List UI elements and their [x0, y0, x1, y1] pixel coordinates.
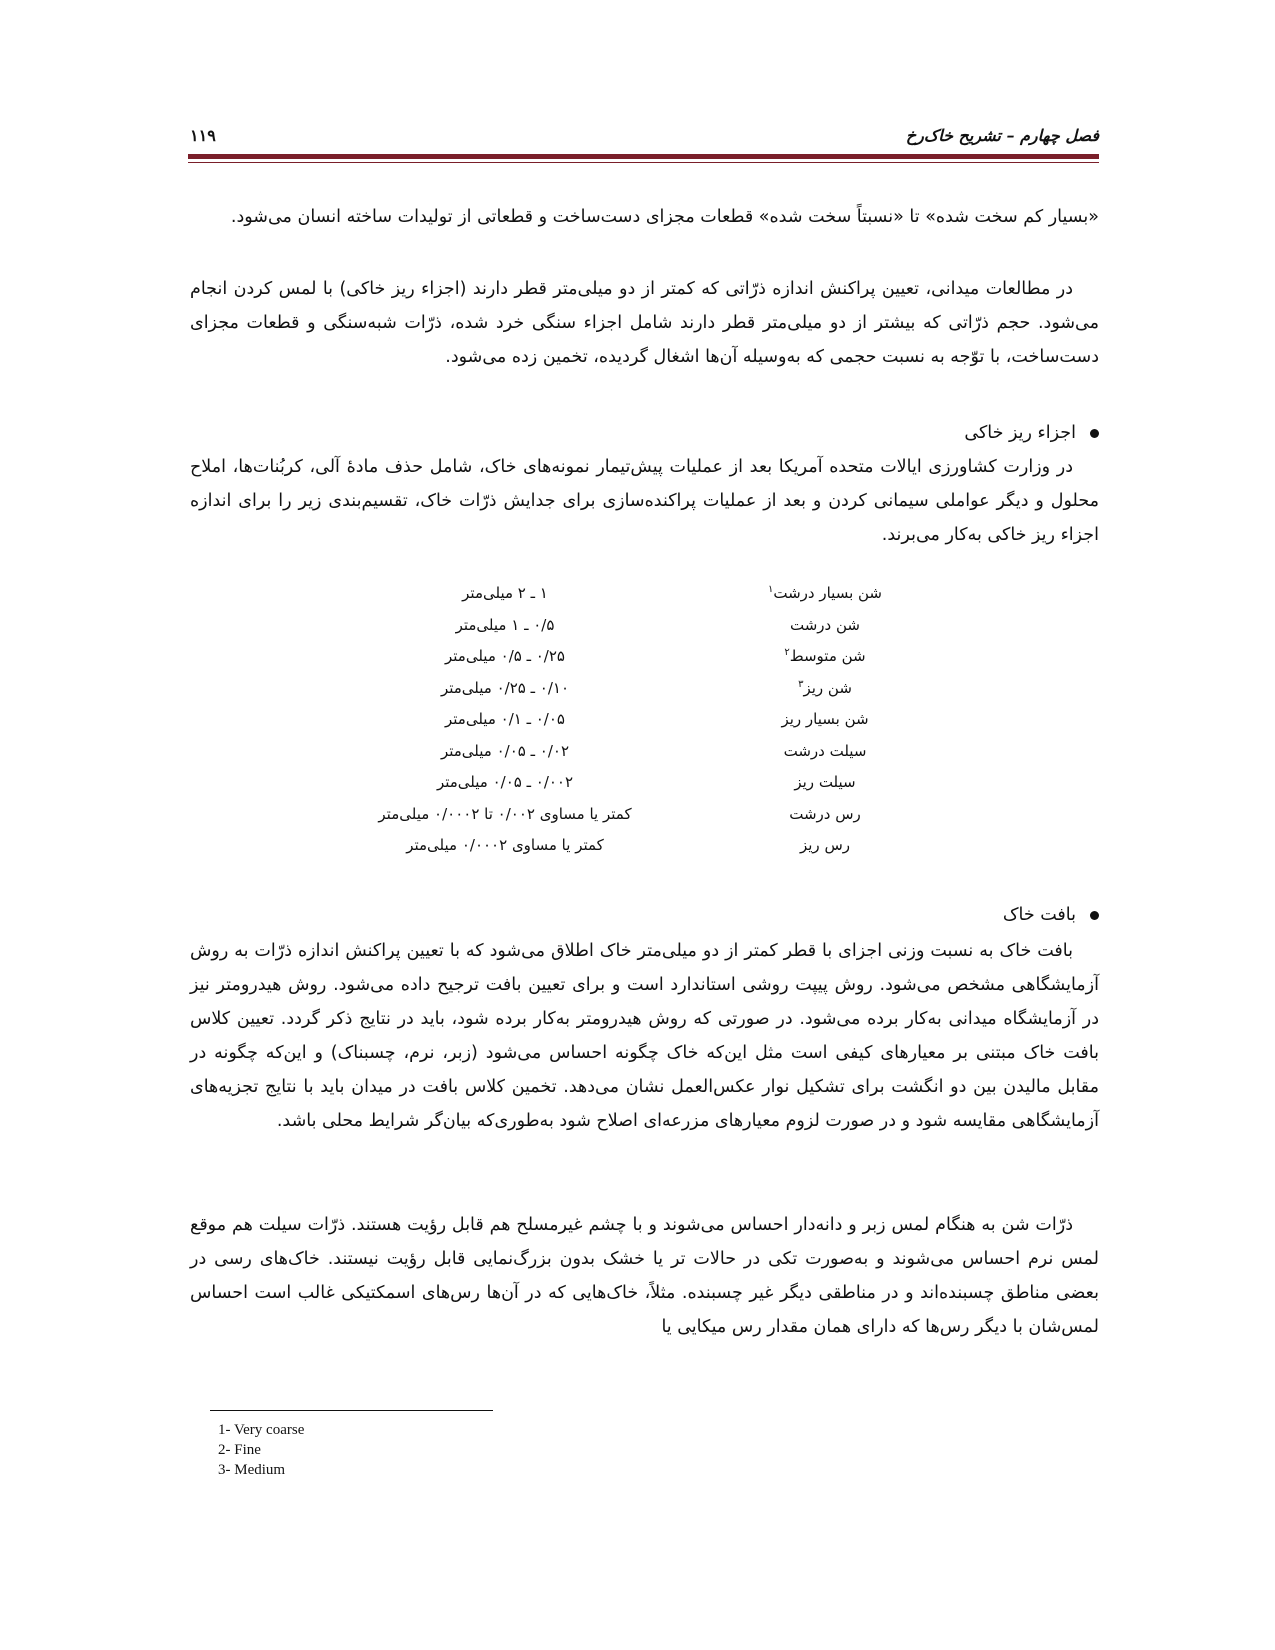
paragraph-1: «بسیار کم سخت شده» تا «نسبتاً سخت شده» قطعات مجزای دست‌ساخت و قطعاتی از تولیدات ساخته انسان می‌شود.: [230, 207, 1099, 227]
table-row: [340, 675, 900, 707]
bullet-soil-texture-label: بافت خاک: [1002, 905, 1076, 925]
size-class-name: شن بسیار ریز: [781, 710, 869, 728]
running-header: [190, 126, 1099, 156]
bullet-dot-icon: [1090, 911, 1099, 920]
size-range: کمتر یا مساوی ۰/۰۰۰۲ میلی‌متر: [406, 836, 604, 854]
bullet-soil-texture: [1003, 898, 1099, 932]
table-row: [340, 706, 900, 738]
footnote: 3- Medium: [218, 1462, 286, 1478]
paragraph-4: بافت خاک به نسبت وزنی اجزای با قطر کمتر از دو میلی‌متر خاک اطلاق می‌شود که با تعیین پراکنش اندازه ذرّات به روش آزمایشگاهی مشخص می‌شود. روش پیپت روشی استاندارد است و برای تعیین بافت ترجیح داده می‌شود. روش هیدرومتر نیز در آزمایشگاه میدانی به‌کار برده می‌شود. در صورتی که روش هیدرومتر به‌کار برده شود، باید در نتایج ذکر گردد. تعیین کلاس بافت خاک مبتنی بر معیارهای کیفی است مثل این‌که خاک چگونه احساس می‌شود (زبر، نرم، چسبناک) و این‌که چگونه در مقابل مالیدن بین دو انگشت برای تشکیل نوار عکس‌العمل نشان می‌دهد. تخمین کلاس بافت در میدان باید با نتایج تجزیه‌های آزمایشگاهی مقایسه شود و در صورت لزوم معیارهای مزرعه‌ای اصلاح شود به‌طوری‌که بیان‌گر شرایط محلی باشد.: [190, 941, 1099, 1131]
size-range: کمتر یا مساوی ۰/۰۰۲ تا ۰/۰۰۰۲ میلی‌متر: [378, 804, 632, 823]
table-row: [340, 643, 900, 675]
footnotes: [218, 1420, 304, 1480]
size-class-name: شن متوسط$^۲$: [784, 647, 866, 665]
size-class-name: رس درشت: [789, 804, 861, 823]
table-row: [340, 738, 900, 770]
footnote-ref: ۳: [798, 678, 804, 690]
paragraph-5: ذرّات شن به هنگام لمس زبر و دانه‌دار احساس می‌شوند و با چشم غیرمسلح هم قابل رؤیت هستند. ذرّات سیلت هم موقع لمس نرم احساس می‌شوند و به‌صورت تکی در حالات تر یا خشک بدون بزرگ‌نمایی قابل رؤیت نیستند. خاک‌های رسی در بعضی مناطق چسبنده‌اند و در مناطقی دیگر غیر چسبنده. مثلاً، خاک‌هایی که در آن‌ها رس‌های اسمکتیکی غالب است احساس لمس‌شان با دیگر رس‌ها که دارای همان مقدار رس میکایی یا: [190, 1215, 1099, 1337]
size-range: ۰/۰۲ ـ ۰/۰۵ میلی‌متر: [440, 741, 570, 760]
chapter-title: فصل چهارم – تشریح خاک‌رخ: [905, 126, 1099, 145]
table-row: [340, 612, 900, 644]
paragraph-2: در مطالعات میدانی، تعیین پراکنش اندازه ذرّاتی که کمتر از دو میلی‌متر قطر دارند (اجزاء ریز خاکی) با لمس کردن انجام می‌شود. حجم ذرّاتی که بیشتر از دو میلی‌متر قطر دارند شامل اجزاء سنگی خرد شده، ذرّات شبه‌سنگی و قطعات مجزای دست‌ساخت، با توّجه به نسبت حجمی که به‌وسیله آن‌ها اشغال گردیده، تخمین زده می‌شود.: [190, 279, 1099, 367]
size-range: ۰/۰۵ ـ ۰/۱ میلی‌متر: [445, 710, 565, 728]
size-range: ۰/۵ ـ ۱ میلی‌متر: [455, 615, 555, 634]
size-class-name: شن درشت: [790, 615, 860, 634]
table-row: [340, 580, 900, 612]
size-class-name: سیلت درشت: [783, 741, 867, 760]
size-range: ۰/۰۰۲ ـ ۰/۰۵ میلی‌متر: [436, 773, 574, 791]
bullet-fine-earth-label: اجزاء ریز خاکی: [964, 423, 1076, 443]
size-class-name: سیلت ریز: [794, 773, 856, 791]
footnote-separator: [210, 1410, 493, 1411]
size-range: ۰/۲۵ ـ ۰/۵ میلی‌متر: [445, 647, 565, 665]
footnote: 2- Fine: [218, 1442, 261, 1458]
table-row: [340, 832, 900, 864]
table-row: [340, 769, 900, 801]
bullet-fine-earth: [964, 416, 1099, 450]
particle-size-table: [340, 580, 900, 864]
page-number: ۱۱۹: [190, 126, 216, 145]
bullet-dot-icon: [1090, 429, 1099, 438]
footnote-ref: ۲: [784, 647, 790, 658]
footnote: 1- Very coarse: [218, 1422, 305, 1438]
size-range: ۰/۱۰ ـ ۰/۲۵ میلی‌متر: [440, 678, 570, 697]
size-class-name: رس ریز: [799, 836, 851, 854]
size-range: ۱ ـ ۲ میلی‌متر: [462, 584, 548, 602]
size-class-name: شن ریز$^۳$: [798, 678, 852, 697]
size-class-name: شن بسیار درشت$^۱$: [767, 584, 882, 602]
footnote-ref: ۱: [767, 584, 774, 595]
header-rule-thick: [188, 154, 1099, 159]
header-rule-thin: [188, 162, 1099, 163]
table-row: [340, 801, 900, 833]
paragraph-3: در وزارت کشاورزی ایالات متحده آمریکا بعد از عملیات پیش‌تیمار نمونه‌های خاک، شامل حذف مادهٔ آلی، کربُنات‌ها، املاح محلول و دیگر عواملی سیمانی کردن و بعد از عملیات پراکنده‌سازی برای جدایش ذرّات خاک، تقسیم‌بندی زیر را برای اندازه اجزاء ریز خاکی به‌کار می‌برند.: [190, 457, 1099, 545]
